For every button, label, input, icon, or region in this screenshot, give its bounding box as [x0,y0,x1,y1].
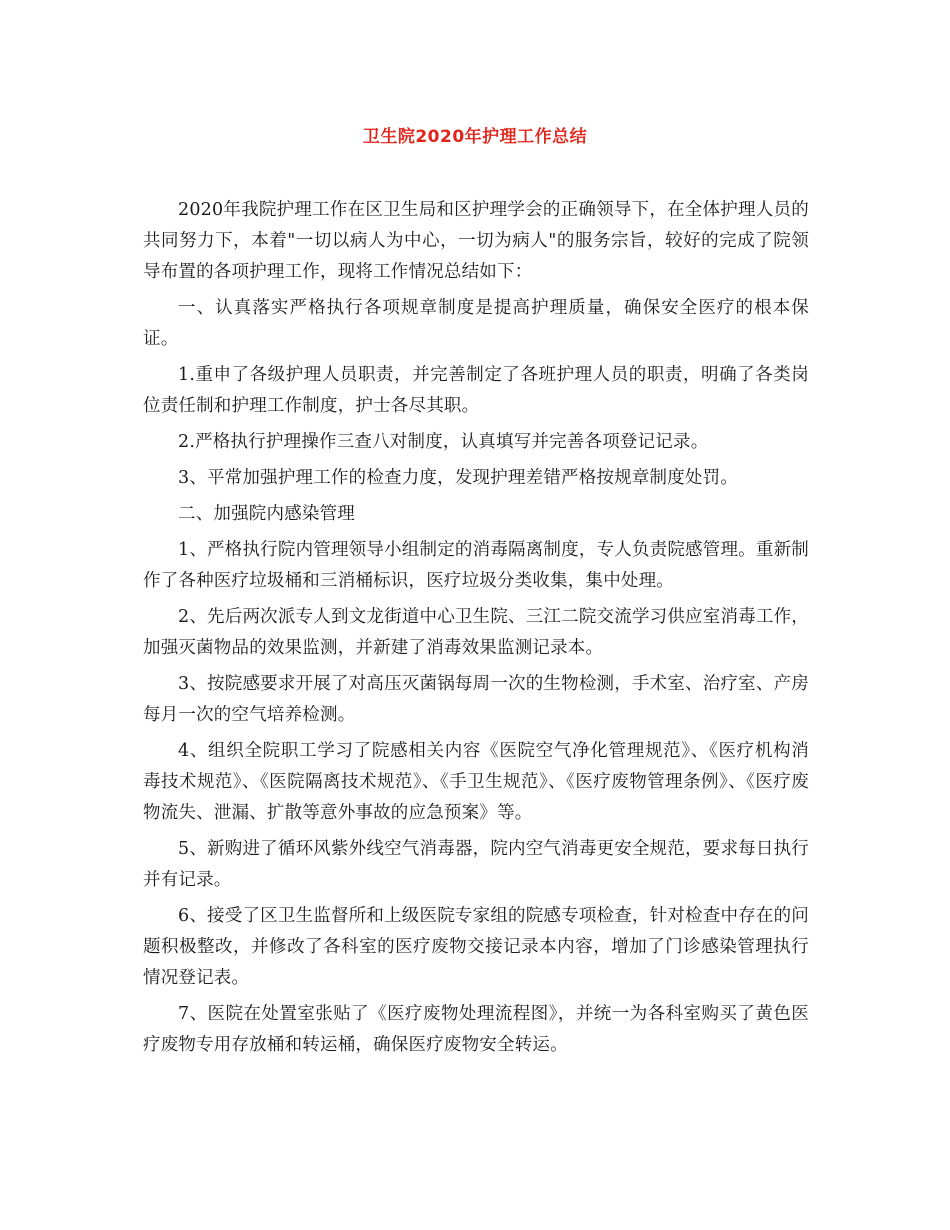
paragraph-intro: 2020年我院护理工作在区卫生局和区护理学会的正确领导下，在全体护理人员的共同努力下，本着"一切以病人为中心，一切为病人"的服务宗旨，较好的完成了院领导布置的各项护理工作，现将工作情况总结如下： [143,200,809,282]
paragraph-2-6: 6、接受了区卫生监督所和上级医院专家组的院感专项检查，针对检查中存在的问题积极整改，并修改了各科室的医疗废物交接记录本内容，增加了门诊感染管理执行情况登记表。 [143,906,809,988]
document-title: 卫生院2020年护理工作总结 [362,127,588,147]
paragraph-2-5: 5、新购进了循环风紫外线空气消毒器，院内空气消毒更安全规范，要求每日执行并有记录。 [143,839,809,890]
paragraph-2-1: 1、严格执行院内管理领导小组制定的消毒隔离制度，专人负责院感管理。重新制作了各种医疗垃圾桶和三消桶标识，医疗垃圾分类收集，集中处理。 [143,540,809,591]
paragraph-1-3: 3、平常加强护理工作的检查力度，发现护理差错严格按规章制度处罚。 [178,468,739,488]
paragraph-1-2: 2.严格执行护理操作三查八对制度，认真填写并完善各项登记记录。 [178,432,709,452]
document-body [143,195,809,1066]
paragraph-1-1: 1.重申了各级护理人员职责，并完善制定了各班护理人员的职责，明确了各类岗位责任制和护理工作制度，护士各尽其职。 [143,365,809,416]
paragraph-2-3: 3、按院感要求开展了对高压灭菌锅每周一次的生物检测，手术室、治疗室、产房每月一次的空气培养检测。 [143,674,809,725]
paragraph-section-2-heading: 二、加强院内感染管理 [178,504,355,524]
paragraph-2-2: 2、先后两次派专人到文龙街道中心卫生院、三江二院交流学习供应室消毒工作，加强灭菌物品的效果监测，并新建了消毒效果监测记录本。 [143,607,809,658]
paragraph-2-7: 7、医院在处置室张贴了《医疗废物处理流程图》，并统一为各科室购买了黄色医疗废物专用存放桶和转运桶，确保医疗废物安全转运。 [143,1004,809,1055]
paragraph-section-1-heading: 一、认真落实严格执行各项规章制度是提高护理质量，确保安全医疗的根本保证。 [143,298,809,349]
paragraph-2-4: 4、组织全院职工学习了院感相关内容《医院空气净化管理规范》、《医疗机构消毒技术规范》、《医院隔离技术规范》、《手卫生规范》、《医疗废物管理条例》、《医疗废物流失、泄漏、扩散等意外事故的应急预案》等。 [143,741,809,823]
